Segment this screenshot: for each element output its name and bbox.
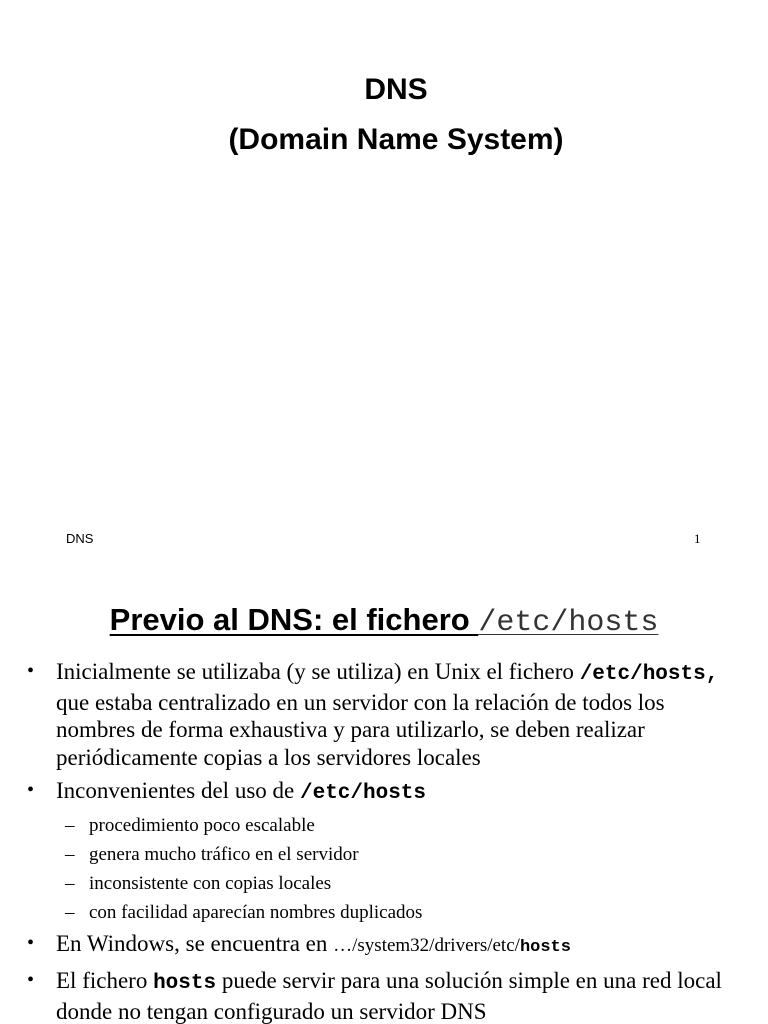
sub-item: – genera mucho tráfico en el servidor	[0, 840, 768, 869]
slide-heading	[0, 600, 768, 643]
bullet-item	[0, 777, 768, 808]
sub-list	[0, 811, 768, 927]
bullet-text: En Windows, se encuentra en	[56, 930, 334, 956]
bullet-text: Inicialmente se utilizaba (y se utiliza) en Unix el fichero	[56, 659, 580, 684]
slide-title-line1: DNS	[364, 73, 428, 106]
sub-item: – inconsistente con copias locales	[0, 869, 768, 898]
bullet-code: /etc/hosts,	[579, 663, 719, 686]
slide-page-number: 1	[694, 531, 701, 546]
bullet-text: Inconvenientes del uso de	[56, 778, 300, 803]
bullet-code: /etc/hosts	[299, 782, 427, 805]
bullet-item	[0, 658, 768, 771]
sub-item: – con facilidad aparecían nombres duplicados	[0, 898, 768, 927]
slide-heading-text: Previo al DNS: el fichero	[109, 602, 479, 637]
bullet-text: El fichero	[56, 968, 154, 993]
bullet-path: …/system32/drivers/etc/	[333, 934, 520, 956]
bullet-code: hosts	[519, 937, 571, 957]
slide-heading-code: /etc/hosts	[478, 606, 659, 640]
bullet-item	[0, 967, 768, 1024]
bullet-text: puede servir para una solución simple en una red local donde no tengan configurado un servidor DNS	[56, 968, 722, 1024]
slide-title-line2: (Domain Name System)	[228, 123, 564, 156]
slide-body	[0, 658, 768, 1024]
bullet-text: que estaba centralizado en un servidor con la relación de todos los nombres de forma exhaustiva y para utilizarlo, se deben realizar periódicamente copias a los servidores locales	[56, 689, 665, 770]
bullet-code: hosts	[153, 972, 217, 995]
bullet-item	[0, 930, 768, 962]
sub-item: – procedimiento poco escalable	[0, 811, 768, 840]
slide-footer-label: DNS	[66, 531, 94, 546]
